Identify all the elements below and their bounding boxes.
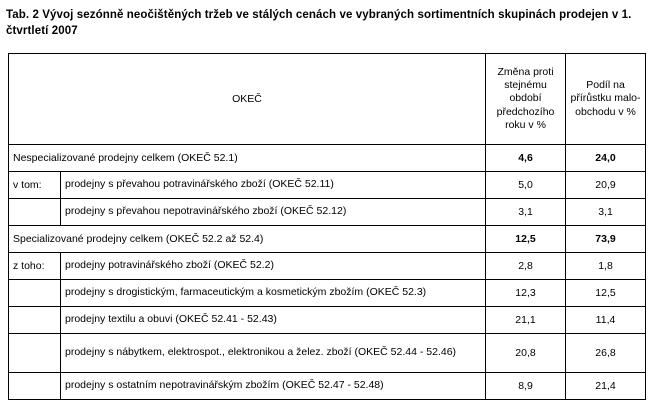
row-group-label (9, 307, 61, 334)
row-label: Specializované prodejny celkem (OKEČ 52.2 až 52.4) (9, 226, 486, 253)
table-body (9, 145, 646, 400)
row-change-value: 8,9 (486, 373, 566, 400)
row-label: prodejny s nábytkem, elektrospot., elektronikou a želez. zboží (OKEČ 52.44 - 52.46) (61, 334, 486, 373)
row-group-label (9, 280, 61, 307)
row-label: prodejny potravinářského zboží (OKEČ 52.2) (61, 253, 486, 280)
row-label: Nespecializované prodejny celkem (OKEČ 52.1) (9, 145, 486, 172)
table-header (9, 54, 646, 145)
row-share-value: 11,4 (566, 307, 646, 334)
row-share-value: 24,0 (566, 145, 646, 172)
data-table (8, 53, 646, 400)
row-share-value: 12,5 (566, 280, 646, 307)
row-label: prodejny s ostatním nepotravinářským zbožím (OKEČ 52.47 - 52.48) (61, 373, 486, 400)
table-row (9, 307, 646, 334)
header-change: Změna proti stejnému období předchozího roku v % (486, 54, 566, 145)
table-row (9, 199, 646, 226)
table-row (9, 280, 646, 307)
row-share-value: 3,1 (566, 199, 646, 226)
table-row (9, 226, 646, 253)
row-share-value: 21,4 (566, 373, 646, 400)
header-okec: OKEČ (9, 54, 486, 145)
row-share-value: 1,8 (566, 253, 646, 280)
row-group-label (9, 334, 61, 373)
table-row (9, 172, 646, 199)
row-share-value: 26,8 (566, 334, 646, 373)
row-change-value: 2,8 (486, 253, 566, 280)
row-change-value: 20,8 (486, 334, 566, 373)
table-header-row (9, 54, 646, 145)
table-row (9, 334, 646, 373)
row-change-value: 21,1 (486, 307, 566, 334)
table-row (9, 373, 646, 400)
row-label: prodejny textilu a obuvi (OKEČ 52.41 - 52.43) (61, 307, 486, 334)
row-label: prodejny s převahou potravinářského zboží (OKEČ 52.11) (61, 172, 486, 199)
header-share: Podíl na přírůstku malo- obchodu v % (566, 54, 646, 145)
row-change-value: 5,0 (486, 172, 566, 199)
row-group-label (9, 199, 61, 226)
row-change-value: 12,5 (486, 226, 566, 253)
row-share-value: 73,9 (566, 226, 646, 253)
page-title: Tab. 2 Vývoj sezónně neočištěných tržeb ve stálých cenách ve vybraných sortimentních skupinách prodejen v 1. čtvrtletí 2007 (6, 9, 632, 37)
row-change-value: 12,3 (486, 280, 566, 307)
table-row (9, 145, 646, 172)
row-group-label: v tom: (9, 172, 61, 199)
row-group-label (9, 373, 61, 400)
row-label: prodejny s převahou nepotravinářského zboží (OKEČ 52.12) (61, 199, 486, 226)
table-row (9, 253, 646, 280)
row-change-value: 4,6 (486, 145, 566, 172)
row-group-label: z toho: (9, 253, 61, 280)
row-label: prodejny s drogistickým, farmaceutickým a kosmetickým zbožím (OKEČ 52.3) (61, 280, 486, 307)
row-change-value: 3,1 (486, 199, 566, 226)
row-share-value: 20,9 (566, 172, 646, 199)
